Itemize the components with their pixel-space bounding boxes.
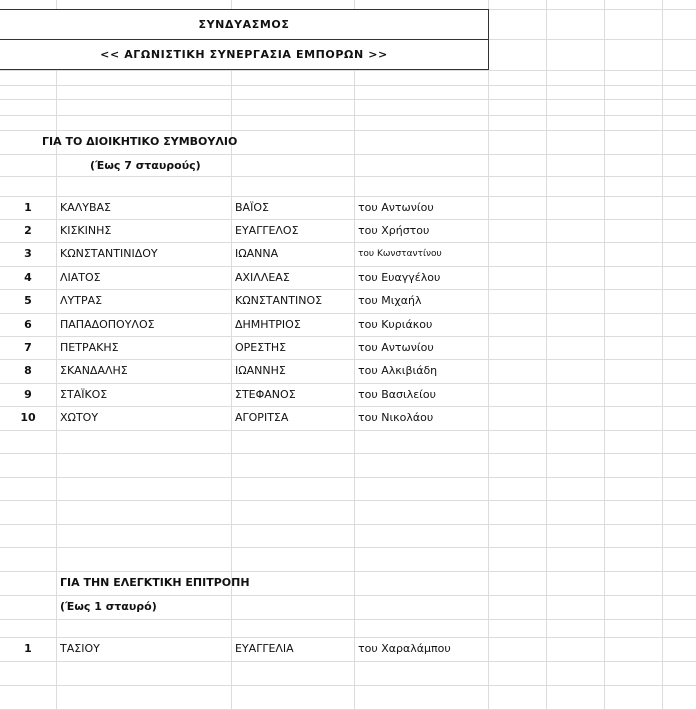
grid-row-line [0, 661, 696, 662]
grid-row-line [0, 500, 696, 501]
grid-row-line [0, 453, 696, 454]
grid-column-line [231, 0, 232, 709]
first-name-cell: ΔΗΜΗΤΡΙΟΣ [235, 318, 301, 331]
grid-row-line [0, 99, 696, 100]
surname-cell: ΤΑΣΙΟΥ [60, 642, 100, 655]
grid-column-line [488, 0, 489, 709]
father-name-cell: του Κωνσταντίνου [358, 248, 442, 259]
surname-cell: ΧΩΤΟΥ [60, 411, 99, 424]
row-number: 7 [24, 341, 32, 354]
first-name-cell: ΕΥΑΓΓΕΛΟΣ [235, 224, 299, 237]
row-number: 6 [24, 318, 32, 331]
row-number: 2 [24, 224, 32, 237]
grid-row-line [0, 619, 696, 620]
surname-cell: ΚΩΝΣΤΑΝΤΙΝΙΔΟΥ [60, 247, 158, 260]
grid-column-line [604, 0, 605, 709]
row-number: 3 [24, 247, 32, 260]
grid-row-line [0, 524, 696, 525]
father-name-cell: του Κυριάκου [358, 318, 433, 331]
surname-cell: ΛΙΑΤΟΣ [60, 271, 101, 284]
surname-cell: ΣΚΑΝΔΑΛΗΣ [60, 364, 128, 377]
row-number: 1 [24, 201, 32, 214]
row-number: 1 [24, 642, 32, 655]
first-name-cell: ΑΓΟΡΙΤΣΑ [235, 411, 289, 424]
surname-cell: ΣΤΑΪΚΟΣ [60, 388, 108, 401]
father-name-cell: του Αντωνίου [358, 201, 434, 214]
father-name-cell: του Ευαγγέλου [358, 271, 441, 284]
grid-row-line [0, 406, 696, 407]
row-number: 8 [24, 364, 32, 377]
grid-row-line [0, 85, 696, 86]
father-name-cell: του Χαραλάμπου [358, 642, 451, 655]
board-heading: ΓΙΑ ΤΟ ΔΙΟΙΚΗΤΙΚΟ ΣΥΜΒΟΥΛΙΟ [42, 135, 238, 148]
grid-row-line [0, 70, 696, 71]
grid-row-line [0, 266, 696, 267]
first-name-cell: ΙΩΑΝΝΗΣ [235, 364, 286, 377]
grid-column-line [546, 0, 547, 709]
first-name-cell: ΑΧΙΛΛΕΑΣ [235, 271, 290, 284]
father-name-cell: του Μιχαήλ [358, 294, 422, 307]
audit-heading: ΓΙΑ ΤΗΝ ΕΛΕΓΚΤΙΚΗ ΕΠΙΤΡΟΠΗ [60, 576, 250, 589]
header-subtitle: << ΑΓΩΝΙΣΤΙΚΗ ΣΥΝΕΡΓΑΣΙΑ ΕΜΠΟΡΩΝ >> [0, 39, 489, 70]
surname-cell: ΚΙΣΚΙΝΗΣ [60, 224, 112, 237]
grid-row-line [0, 430, 696, 431]
grid-row-line [0, 289, 696, 290]
grid-row-line [0, 477, 696, 478]
father-name-cell: του Βασιλείου [358, 388, 436, 401]
row-number: 9 [24, 388, 32, 401]
row-number: 10 [20, 411, 36, 424]
surname-cell: ΚΑΛΥΒΑΣ [60, 201, 112, 214]
header-title: ΣΥΝΔΥΑΣΜΟΣ [0, 9, 489, 40]
surname-cell: ΛΥΤΡΑΣ [60, 294, 103, 307]
grid-row-line [0, 115, 696, 116]
father-name-cell: του Νικολάου [358, 411, 434, 424]
audit-note: (Έως 1 σταυρό) [60, 600, 157, 613]
surname-cell: ΠΕΤΡΑΚΗΣ [60, 341, 119, 354]
grid-column-line [662, 0, 663, 709]
grid-column-line [354, 0, 355, 709]
row-number: 5 [24, 294, 32, 307]
father-name-cell: του Αντωνίου [358, 341, 434, 354]
first-name-cell: ΟΡΕΣΤΗΣ [235, 341, 287, 354]
father-name-cell: του Χρήστου [358, 224, 430, 237]
row-number: 4 [24, 271, 32, 284]
first-name-cell: ΙΩΑΝΝΑ [235, 247, 279, 260]
first-name-cell: ΚΩΝΣΤΑΝΤΙΝΟΣ [235, 294, 323, 307]
grid-column-line [56, 0, 57, 709]
father-name-cell: του Αλκιβιάδη [358, 364, 438, 377]
first-name-cell: ΕΥΑΓΓΕΛΙΑ [235, 642, 294, 655]
first-name-cell: ΒΑΪΟΣ [235, 201, 269, 214]
first-name-cell: ΣΤΕΦΑΝΟΣ [235, 388, 296, 401]
grid-row-line [0, 637, 696, 638]
grid-row-line [0, 685, 696, 686]
surname-cell: ΠΑΠΑΔΟΠΟΥΛΟΣ [60, 318, 155, 331]
grid-row-line [0, 547, 696, 548]
board-note: (Έως 7 σταυρούς) [90, 159, 201, 172]
